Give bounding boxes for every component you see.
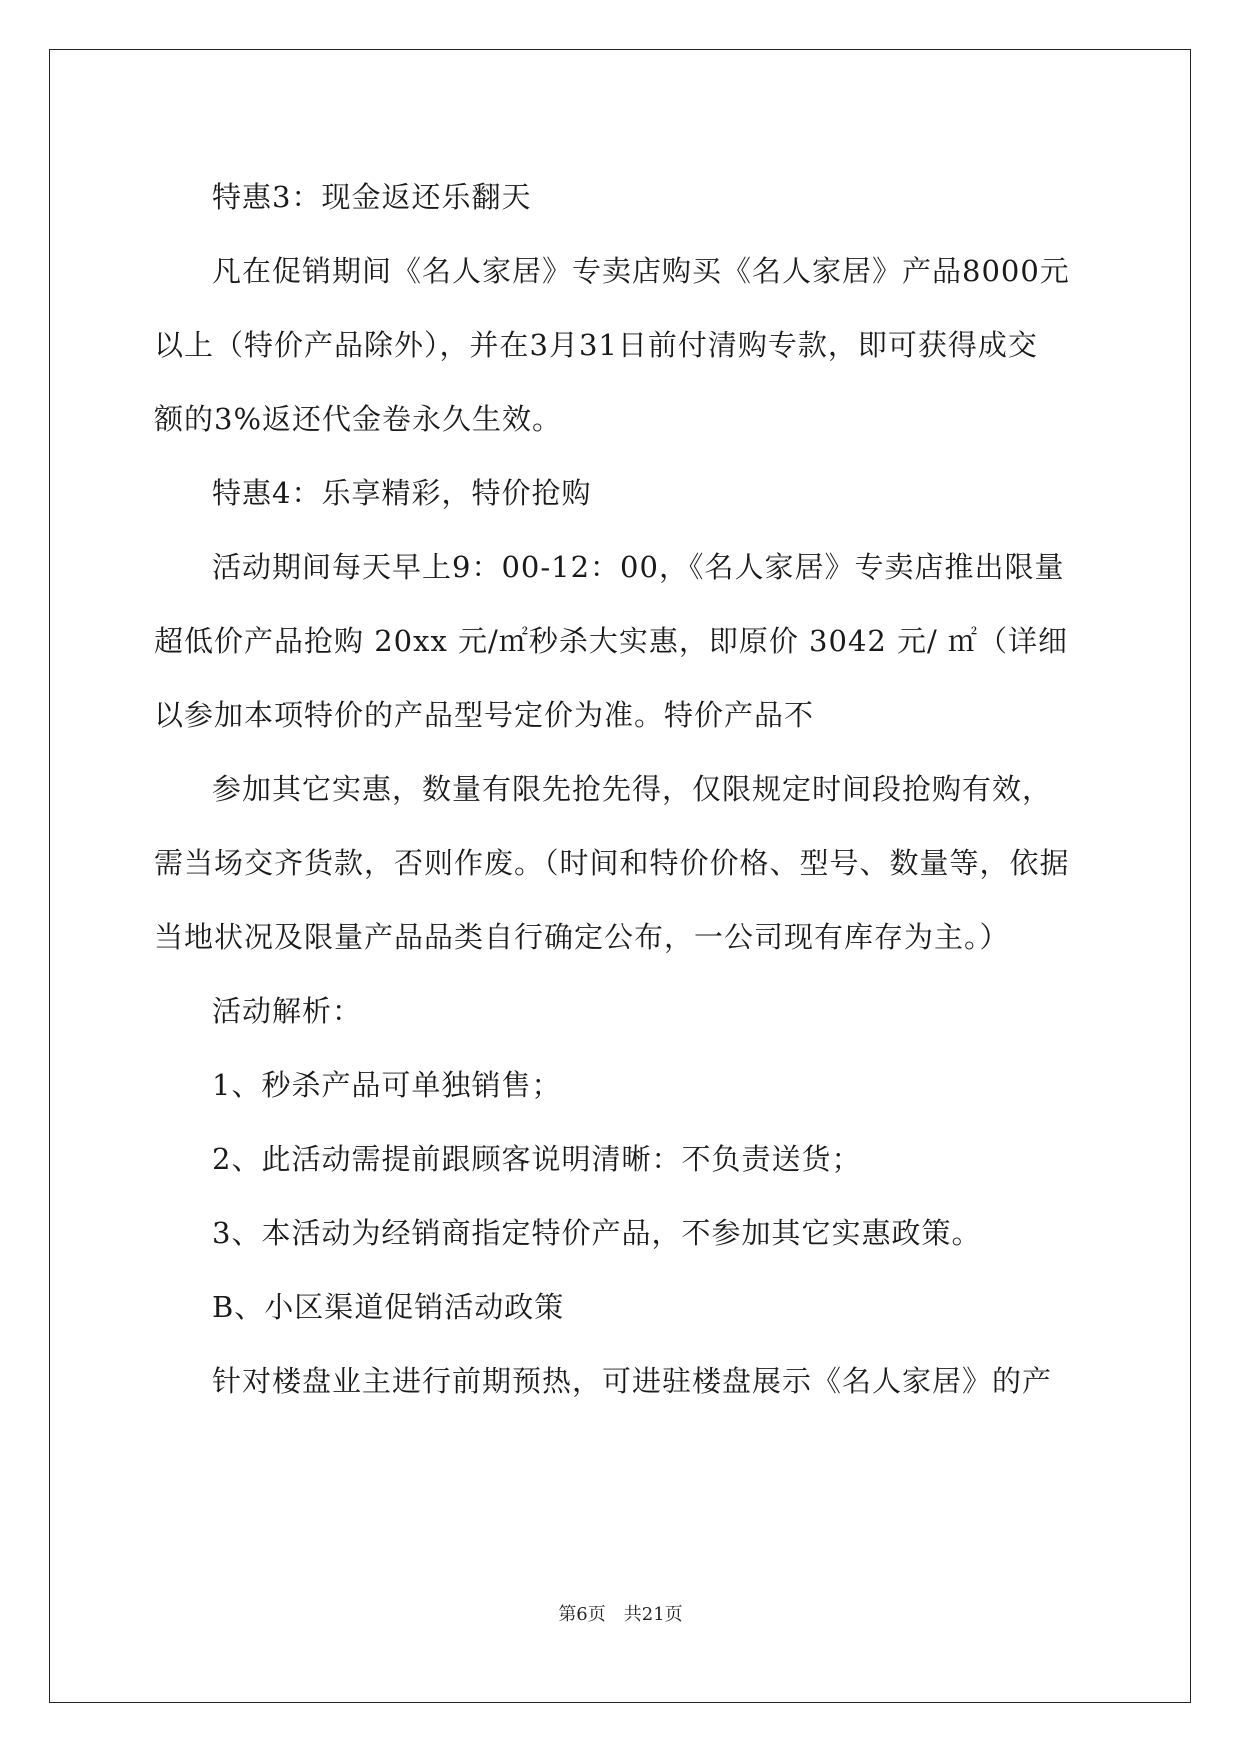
page-number: 第6页: [558, 1604, 606, 1625]
total-pages: 共21页: [623, 1604, 683, 1625]
paragraph-line: 针对楼盘业主进行前期预热，可进驻楼盘展示《名人家居》的产: [212, 1364, 1053, 1398]
list-item: 3、本活动为经销商指定特价产品，不参加其它实惠政策。: [212, 1216, 982, 1250]
paragraph-line: 以上（特价产品除外），并在3月31日前付清购专款，即可获得成交: [154, 328, 1038, 362]
paragraph-line: 需当场交齐货款，否则作废。（时间和特价价格、型号、数量等，依据: [154, 846, 1070, 880]
paragraph-line: 超低价产品抢购 20xx 元/㎡秒杀大实惠，即原价 3042 元/ ㎡（详细: [154, 624, 1069, 658]
page-footer: [0, 1600, 1241, 1626]
heading-activity-analysis: 活动解析：: [212, 994, 363, 1028]
paragraph-line: 以参加本项特价的产品型号定价为准。特价产品不: [154, 698, 815, 732]
document-body: [154, 160, 1086, 1418]
paragraph-line: 凡在促销期间《名人家居》专卖店购买《名人家居》产品8000元: [212, 254, 1070, 288]
list-item: 2、此活动需提前跟顾客说明清晰：不负责送货；: [212, 1142, 862, 1176]
paragraph-line: 额的3%返还代金卷永久生效。: [154, 402, 563, 436]
list-item: 1、秒杀产品可单独销售；: [212, 1068, 562, 1102]
paragraph-line: 当地状况及限量产品品类自行确定公布，一公司现有库存为主。）: [154, 920, 1010, 954]
heading-community-channel: B、小区渠道促销活动政策: [212, 1290, 565, 1324]
heading-special-offer-4: 特惠4：乐享精彩，特价抢购: [212, 476, 592, 510]
paragraph-line: 参加其它实惠，数量有限先抢先得，仅限规定时间段抢购有效，: [212, 772, 1053, 806]
heading-special-offer-3: 特惠3：现金返还乐翻天: [212, 180, 532, 214]
paragraph-line: 活动期间每天早上9：00-12：00，《名人家居》专卖店推出限量: [212, 550, 1065, 584]
